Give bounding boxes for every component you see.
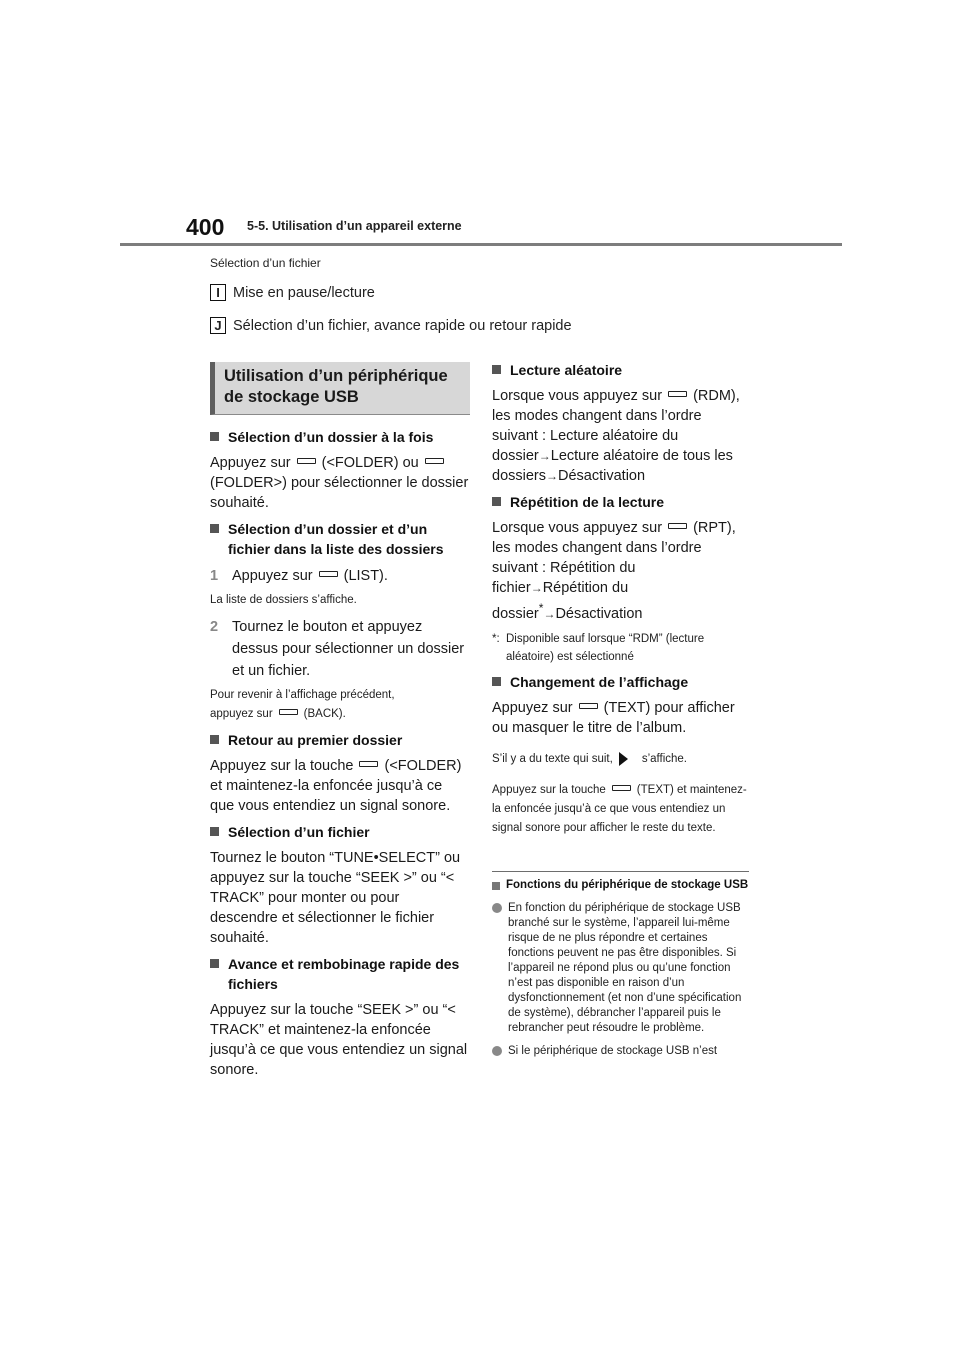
round-bullet-icon: [492, 903, 502, 913]
heading-repeat: Répétition de la lecture: [492, 492, 750, 512]
random-text: Lorsque vous appuyez sur (RDM), les modes changent dans l’ordre suivant : Lecture aléatoire du dossier→Lecture aléatoire de tous les dossiers→Désactivation: [492, 388, 740, 484]
left-column: [210, 362, 470, 1086]
square-bullet-icon: [210, 827, 219, 836]
button-icon: [668, 523, 687, 529]
folder-select-text: Appuyez sur (<FOLDER) ou(FOLDER>) pour sélectionner le dossier souhaité.: [210, 455, 469, 511]
step-2: 2 Tournez le bouton et appuyez dessus pour sélectionner un dossier et un fichier.: [210, 619, 465, 679]
key-j-label: J: [210, 317, 226, 334]
heading-first-folder: Retour au premier dossier: [210, 730, 470, 750]
repeat-text: Lorsque vous appuyez sur (RPT), les modes changent dans l’ordre suivant : Répétition du fichier→Répétition du dossier*→Désactivation: [492, 520, 736, 622]
key-i-text: Mise en pause/lecture: [233, 284, 375, 301]
square-bullet-icon: [210, 959, 219, 968]
arrow-right-icon: →: [530, 581, 543, 595]
more-text-indicator-icon: [619, 752, 628, 766]
key-legend-i: [210, 284, 375, 301]
tips-section: [492, 871, 749, 1067]
display-text: Appuyez sur (TEXT) pour afficher ou masquer le titre de l’album.: [492, 699, 735, 736]
heading-random: Lecture aléatoire: [492, 360, 750, 380]
button-icon: [359, 761, 378, 767]
button-icon: [279, 709, 298, 715]
key-legend-j: [210, 317, 572, 334]
button-icon: [668, 391, 687, 397]
heading-file-select: Sélection d’un fichier: [210, 822, 470, 842]
square-bullet-icon: [492, 497, 501, 506]
header-divider: [120, 243, 842, 246]
button-icon: [579, 703, 598, 709]
heading-folder-select: Sélection d’un dossier à la fois: [210, 427, 470, 447]
repeat-footnote: *: Disponible sauf lorsque “RDM” (lecture aléatoire) est sélectionné: [492, 632, 705, 663]
square-bullet-icon: [210, 735, 219, 744]
button-icon: [612, 785, 631, 791]
square-bullet-icon: [492, 365, 501, 374]
button-icon: [319, 571, 338, 577]
file-select-text: Tournez le bouton “TUNE•SELECT” ou appuyez sur la touche “SEEK >” ou “< TRACK” pour monter ou pour descendre et sélectionner le fichier souhaité.: [210, 850, 461, 946]
step-1-note: La liste de dossiers s’affiche.: [210, 594, 357, 606]
display-note-1: S’il y a du texte qui suit, s’affiche.: [492, 752, 687, 765]
section-title-usb: Utilisation d’un périphérique de stockage USB: [210, 362, 470, 415]
key-i-label: I: [210, 284, 226, 301]
arrow-right-icon: →: [538, 449, 551, 463]
heading-fast-forward: Avance et rembobinage rapide des fichiers: [210, 954, 470, 994]
display-note-2: Appuyez sur la touche (TEXT) et maintenez-la enfoncée jusqu’à ce que vous entendiez un signal sonore pour afficher le reste du texte.: [492, 783, 747, 834]
heading-folder-file-select: Sélection d’un dossier et d’un fichier dans la liste des dossiers: [210, 519, 470, 559]
back-note: Pour revenir à l’affichage précédent, appuyez sur (BACK).: [210, 689, 395, 720]
arrow-right-icon: →: [546, 469, 558, 483]
heading-display: Changement de l’affichage: [492, 672, 750, 692]
first-folder-text: Appuyez sur la touche (<FOLDER) et maintenez-la enfoncée jusqu’à ce que vous entendiez un signal sonore.: [210, 758, 462, 814]
square-bullet-icon: [210, 524, 219, 533]
square-bullet-icon: [210, 432, 219, 441]
intro-caption: Sélection d’un fichier: [210, 256, 321, 270]
square-bullet-icon: [492, 677, 501, 686]
page-number: 400: [186, 214, 225, 240]
round-bullet-icon: [492, 1046, 502, 1056]
right-column: [492, 360, 750, 844]
button-icon: [425, 458, 444, 464]
key-j-text: Sélection d’un fichier, avance rapide ou retour rapide: [233, 317, 572, 334]
button-icon: [297, 458, 316, 464]
arrow-right-icon: →: [543, 606, 556, 621]
square-bullet-icon: [492, 882, 500, 890]
tip-item: Si le périphérique de stockage USB n’est: [492, 1044, 749, 1059]
tips-heading: Fonctions du périphérique de stockage USB: [492, 878, 749, 893]
tip-item: En fonction du périphérique de stockage USB branché sur le système, l’appareil lui-même risque de ne plus répondre et certaines fonctions peuvent ne pas être disponibles. Si l’appareil ne répond plus ou qu’une fonction n’est pas disponible en raison d’un dysfonctionnement (et non d’une spécification de système), débrancher l’appareil puis le rebrancher peut résoudre le problème.: [492, 901, 749, 1036]
fast-forward-text: Appuyez sur la touche “SEEK >” ou “< TRACK” et maintenez-la enfoncée jusqu’à ce que vous entendiez un signal sonore.: [210, 1002, 468, 1078]
chapter-title: 5-5. Utilisation d’un appareil externe: [247, 219, 462, 233]
step-1: 1 Appuyez sur (LIST).: [210, 568, 388, 584]
